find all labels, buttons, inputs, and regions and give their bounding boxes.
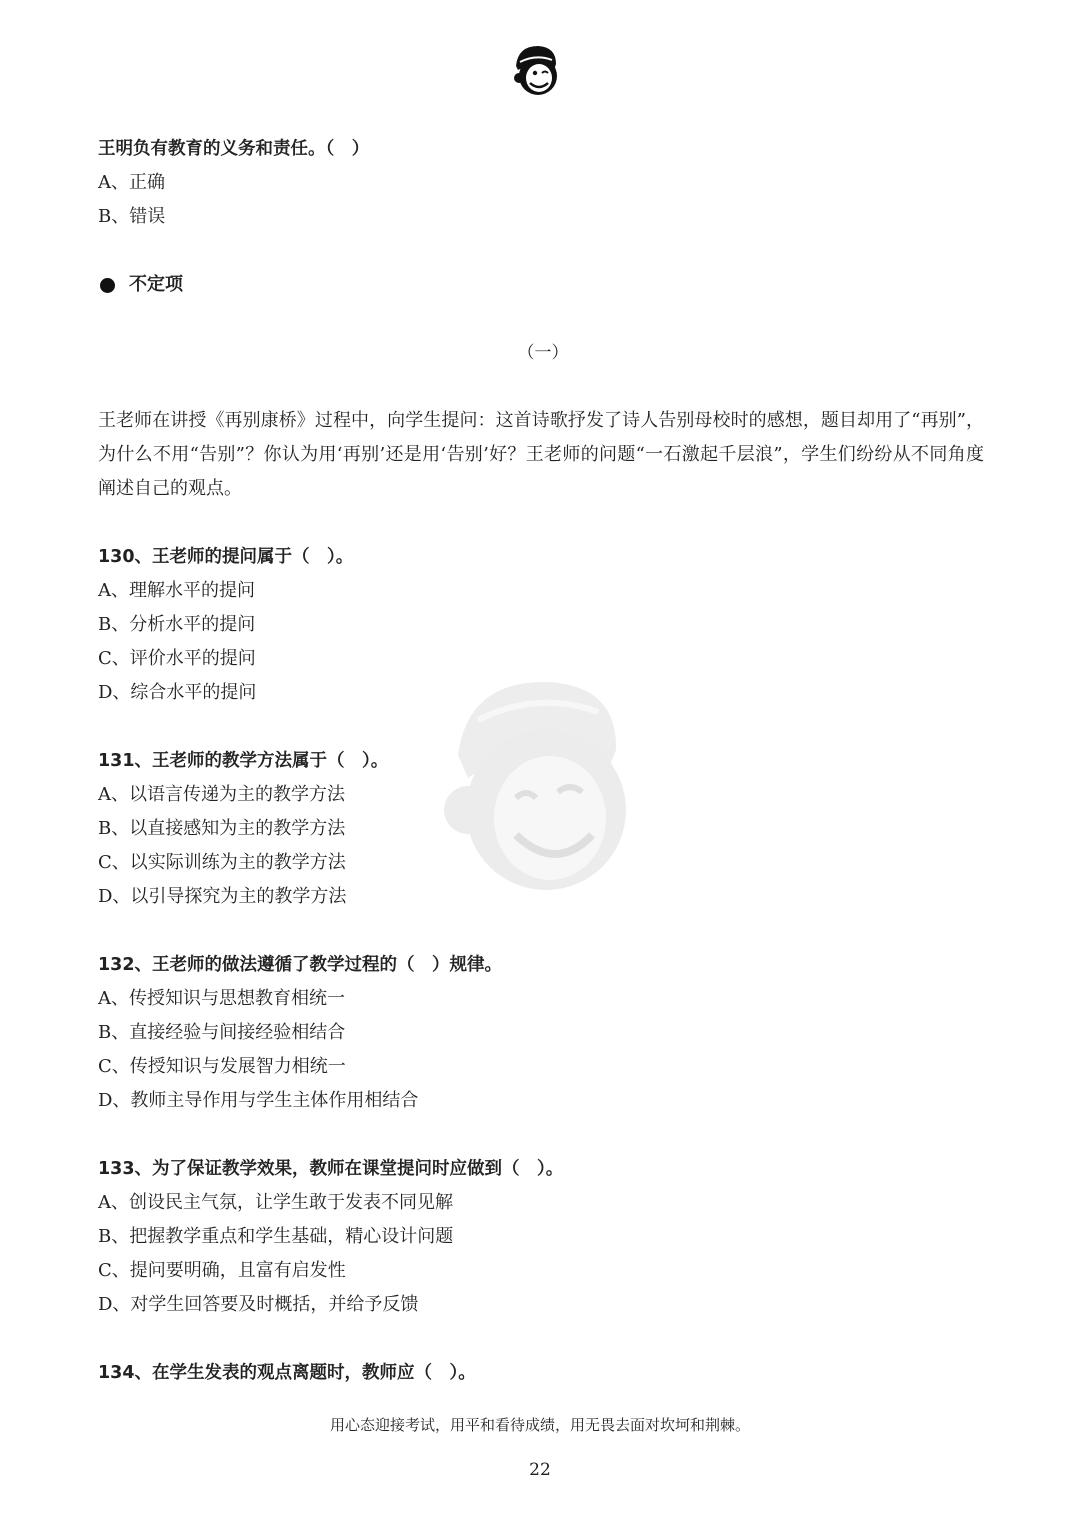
question-stem: 133、为了保证教学效果，教师在课堂提问时应做到（ ）。: [98, 1159, 564, 1179]
question-stem: 131、王老师的教学方法属于（ ）。: [98, 751, 389, 771]
section-title: 不定项: [129, 274, 183, 295]
option: A、传授知识与思想教育相统一: [98, 988, 345, 1009]
question-stem: 王明负有教育的义务和责任。（ ）: [98, 139, 370, 159]
bullet-icon: [100, 278, 115, 293]
section-subtitle: （一）: [517, 343, 569, 363]
option: B、直接经验与间接经验相结合: [98, 1022, 346, 1043]
option: B、以直接感知为主的教学方法: [98, 818, 346, 839]
option: A、以语言传递为主的教学方法: [98, 784, 345, 805]
option: C、评价水平的提问: [98, 648, 256, 669]
section-heading: [98, 268, 988, 302]
option: C、以实际训练为主的教学方法: [98, 852, 346, 873]
option: D、综合水平的提问: [98, 682, 257, 703]
option: A、创设民主气氛，让学生敢于发表不同见解: [98, 1192, 453, 1213]
option: A、正确: [98, 172, 165, 193]
option: D、以引导探究为主的教学方法: [98, 886, 347, 907]
question-stem: 134、在学生发表的观点离题时，教师应（ ）。: [98, 1363, 476, 1383]
question-stem: 132、王老师的做法遵循了教学过程的（ ）规律。: [98, 955, 503, 975]
option: C、提问要明确，且富有启发性: [98, 1260, 346, 1281]
page-content: [98, 132, 988, 1390]
option: B、分析水平的提问: [98, 614, 256, 635]
monkey-logo-icon: [506, 40, 566, 100]
option: D、教师主导作用与学生主体作用相结合: [98, 1090, 419, 1111]
question-stem: 130、王老师的提问属于（ ）。: [98, 547, 354, 567]
option: D、对学生回答要及时概括，并给予反馈: [98, 1294, 419, 1315]
option: C、传授知识与发展智力相统一: [98, 1056, 346, 1077]
option: B、错误: [98, 206, 166, 227]
option: B、把握教学重点和学生基础，精心设计问题: [98, 1226, 454, 1247]
page-number: 22: [529, 1460, 551, 1480]
option: A、理解水平的提问: [98, 580, 255, 601]
passage: 王老师在讲授《再别康桥》过程中，向学生提问：这首诗歌抒发了诗人告别母校时的感想，题目却用了“再别”，为什么不用“告别”？你认为用‘再别’还是用‘告别’好？王老师的问题“一石激起千层浪”，学生们纷纷从不同角度阐述自己的观点。: [98, 410, 984, 499]
footer-motto: 用心态迎接考试，用平和看待成绩，用无畏去面对坎坷和荆棘。: [329, 1416, 750, 1434]
